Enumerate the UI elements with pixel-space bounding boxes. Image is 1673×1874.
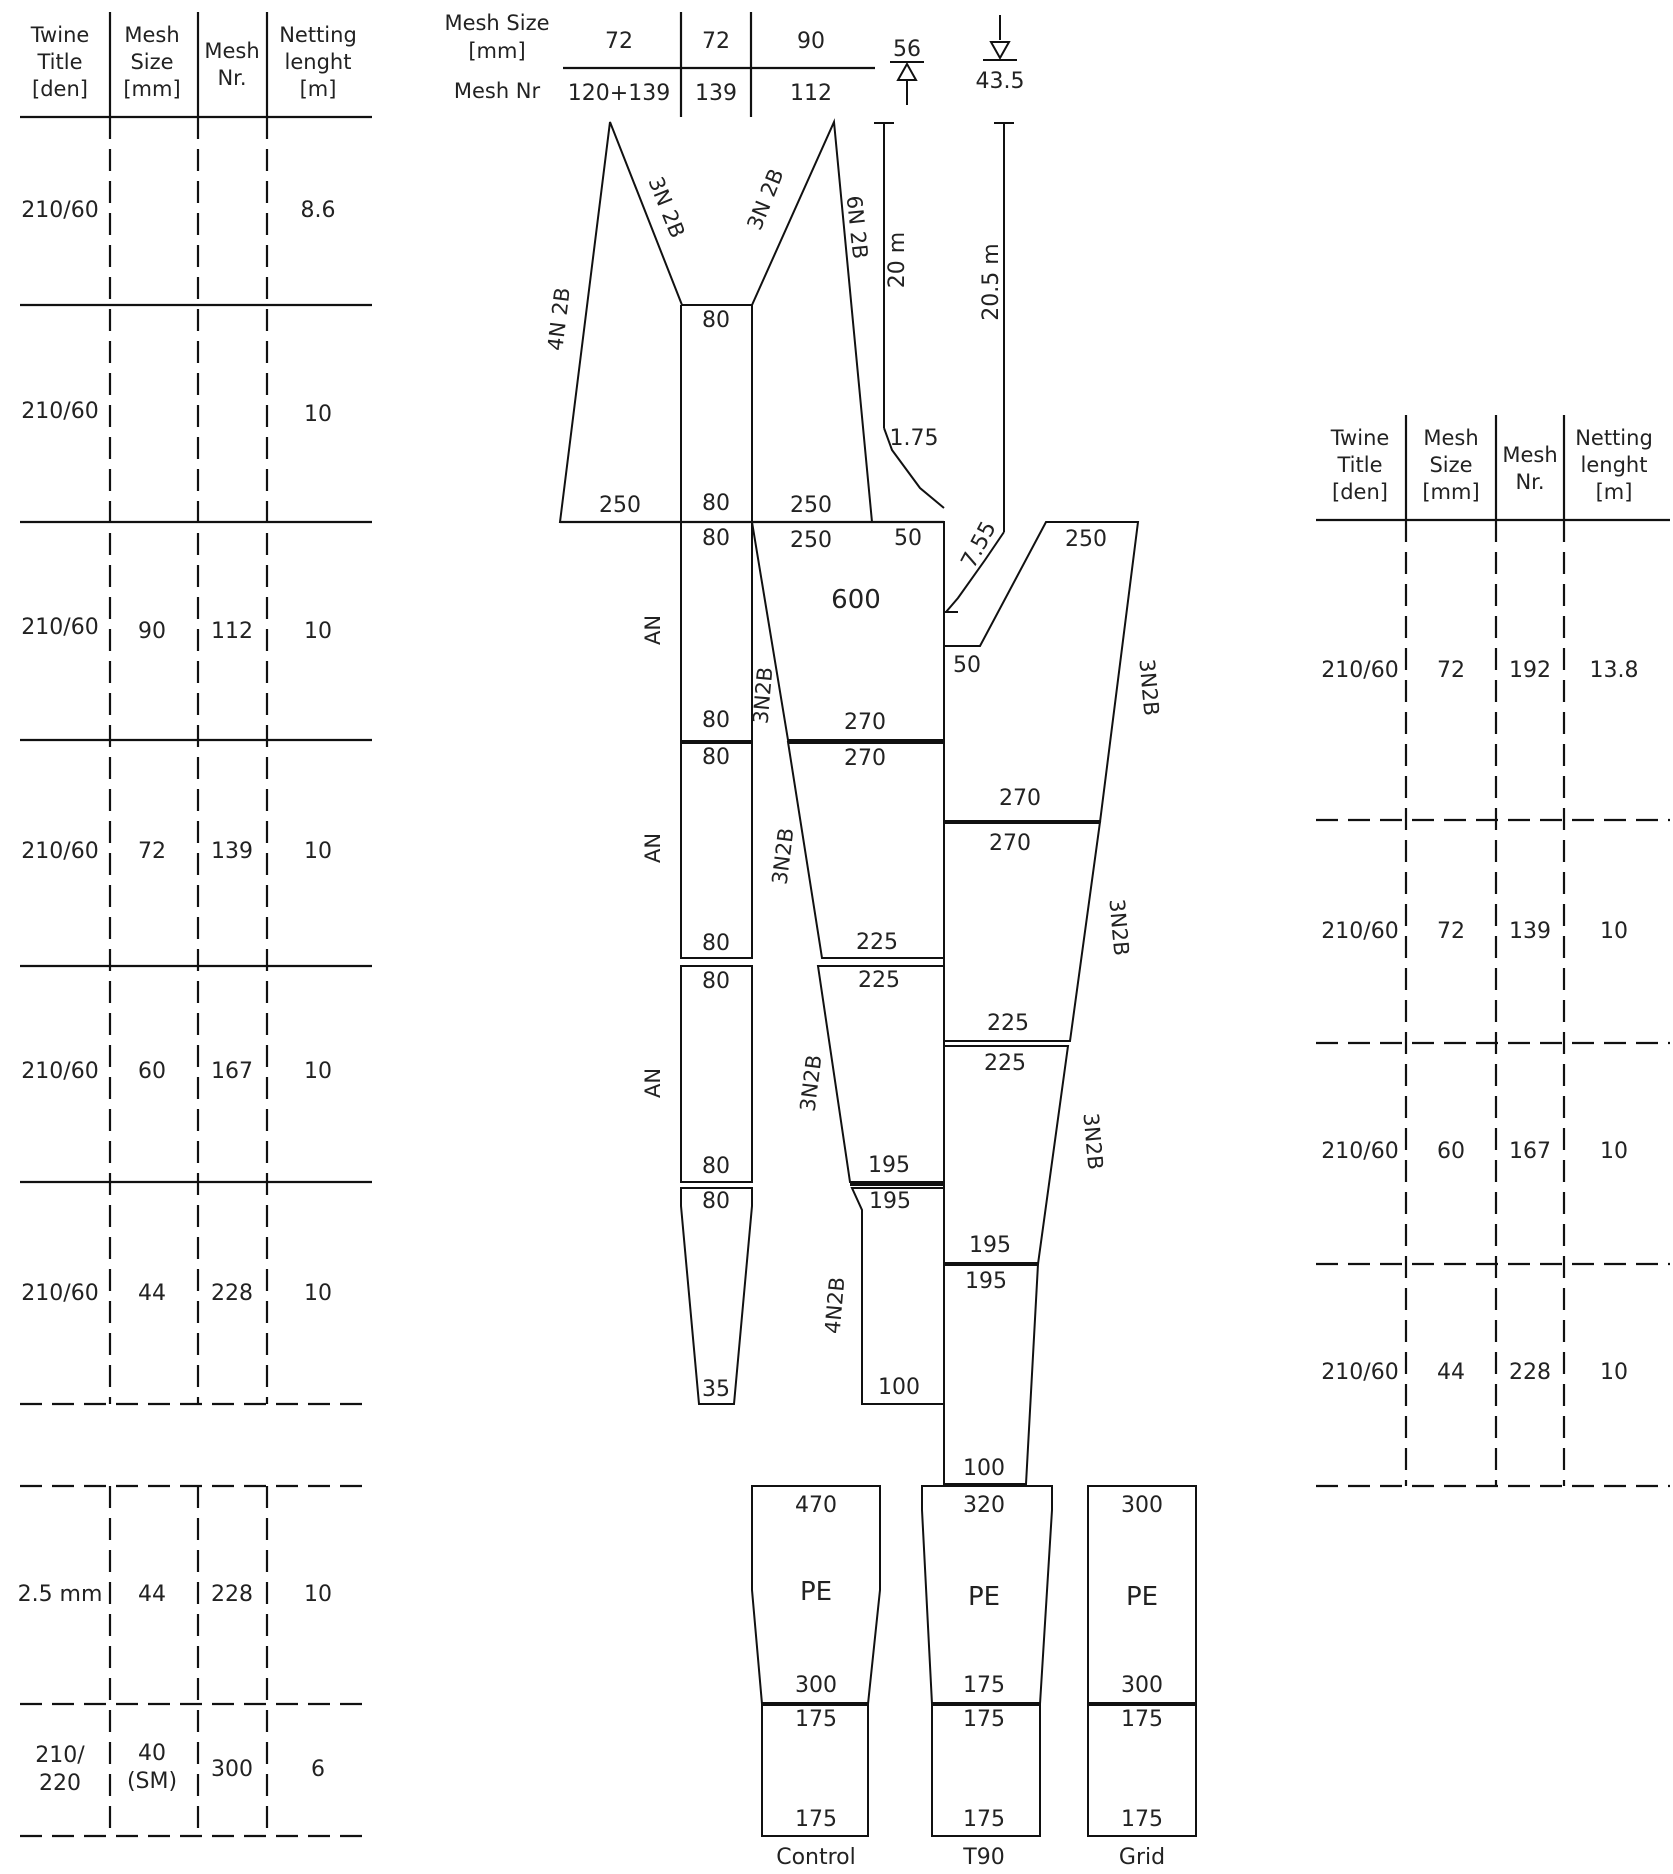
mesh-size-unit: [mm]	[468, 39, 526, 63]
dim-20m-label: 20 m	[885, 231, 910, 289]
left-header-mesh-size-1: Mesh	[124, 23, 180, 47]
panel-bottom-label: 195	[868, 1153, 910, 1178]
right-header-netting-3: [m]	[1595, 480, 1633, 504]
extension-bottom-label: 175	[1121, 1807, 1163, 1832]
panel-top-label: 80	[702, 745, 730, 770]
panel-top-label: 195	[965, 1269, 1007, 1294]
belly-bottom-label: 80	[702, 491, 730, 516]
left-cell-netting: 8.6	[300, 198, 336, 223]
dim-7-55-label: 7.55	[956, 517, 1002, 573]
left-cell-mesh-size: 72	[138, 839, 166, 864]
panel-outline	[752, 522, 944, 740]
panel-bottom-label: 100	[963, 1456, 1005, 1481]
marker-56-label: 56	[893, 37, 921, 62]
left-header-mesh-size-3: [mm]	[123, 77, 181, 101]
panel-top-label: 225	[858, 968, 900, 993]
wing-bottom-right-label: 250	[790, 493, 832, 518]
left-table-row	[35, 1741, 325, 1796]
left-cell-netting: 10	[304, 1059, 332, 1084]
extension-bottom-label: 175	[963, 1807, 1005, 1832]
left-cell-mesh-size: 90	[138, 619, 166, 644]
left-cell-netting: 10	[304, 839, 332, 864]
top-mesh-size: 90	[797, 29, 825, 54]
panel-cut-label: 4N2B	[820, 1276, 850, 1335]
left-header-netting-2: lenght	[284, 50, 352, 74]
left-header-mesh-size-2: Size	[130, 50, 174, 74]
panel-cut-label: AN	[641, 614, 665, 646]
panel-top-left-label: 50	[953, 653, 981, 678]
panel-cut-label: AN	[641, 1067, 665, 1099]
panel-bottom-label: 80	[702, 1154, 730, 1179]
panel-outline	[944, 1264, 1038, 1484]
dim-1-75-label: 1.75	[889, 426, 939, 451]
right-header-netting-2: lenght	[1580, 453, 1648, 477]
panel-bottom-label: 80	[702, 708, 730, 733]
belly-top-label: 80	[702, 308, 730, 333]
codend-material-label: PE	[1125, 1582, 1159, 1612]
left-table-row	[21, 615, 332, 644]
panel-outline	[681, 1188, 752, 1404]
right-header-twine-3: [den]	[1332, 480, 1388, 504]
codend-control	[752, 1486, 880, 1870]
panel-outline	[944, 1046, 1068, 1264]
right-cell-mesh-size: 72	[1437, 919, 1465, 944]
right-cell-mesh-nr: 139	[1509, 919, 1551, 944]
marker-56	[890, 37, 924, 105]
cut-6n2b-label: 6N 2B	[841, 194, 873, 261]
panel-bottom-label: 100	[878, 1375, 920, 1400]
right-header-twine-1: Twine	[1330, 426, 1390, 450]
left-table-row	[21, 399, 332, 427]
panel-bottom-label: 35	[702, 1377, 730, 1402]
right-table-row	[1321, 1139, 1628, 1164]
left-cell-netting: 10	[304, 402, 332, 427]
t90-net-panels	[944, 522, 1163, 1484]
right-cell-netting: 10	[1600, 1360, 1628, 1385]
t90-panel	[944, 1264, 1038, 1484]
left-cell-mesh-size: (SM)	[126, 1769, 178, 1794]
codend-top-label: 470	[795, 1493, 837, 1518]
left-cell-netting: 10	[304, 1582, 332, 1607]
panel-cut-label: 3N2B	[767, 826, 799, 886]
right-cell-twine: 210/60	[1321, 658, 1399, 683]
left-header-twine-2: Title	[37, 50, 83, 74]
panel-top-label: 270	[844, 746, 886, 771]
panel-bottom-label: 225	[987, 1011, 1029, 1036]
codend-name-label: Control	[776, 1845, 856, 1870]
left-cell-mesh-size: 40	[138, 1741, 166, 1766]
panel-top-label: 195	[869, 1189, 911, 1214]
extension-top-label: 175	[795, 1707, 837, 1732]
panel-top-label: 80	[702, 1189, 730, 1214]
codend-material-label: PE	[967, 1582, 1001, 1612]
top-mesh-header	[444, 11, 1024, 117]
panel-top-label: 270	[989, 831, 1031, 856]
right-header-mesh-nr-2: Nr.	[1515, 470, 1545, 494]
left-cell-twine: 210/60	[21, 1281, 99, 1306]
right-cell-netting: 10	[1600, 1139, 1628, 1164]
left-table	[18, 12, 372, 1836]
top-mesh-size: 72	[605, 29, 633, 54]
top-mesh-nr: 112	[790, 81, 832, 106]
control-wide-panel	[749, 522, 944, 740]
top-mesh-nr: 120+139	[567, 81, 671, 106]
panel-outline	[681, 966, 752, 1182]
panel-top-label: 250	[1065, 527, 1107, 552]
top-mesh-size: 72	[702, 29, 730, 54]
left-cell-mesh-nr: 228	[211, 1281, 253, 1306]
panel-cut-label: 3N2B	[1134, 658, 1164, 717]
panel-cut-label: 3N2B	[1078, 1112, 1108, 1171]
right-header-mesh-nr-1: Mesh	[1502, 443, 1558, 467]
left-table-row	[21, 839, 332, 864]
codend-mid-label: 300	[795, 1673, 837, 1698]
right-table-header	[1330, 426, 1653, 504]
left-table-row	[21, 198, 335, 223]
right-cell-netting: 13.8	[1589, 658, 1639, 683]
control-narrow-panel	[681, 1188, 752, 1404]
marker-43-5-arrow-icon	[991, 42, 1009, 58]
right-header-mesh-size-1: Mesh	[1423, 426, 1479, 450]
panel-top-label: 225	[984, 1051, 1026, 1076]
control-narrow-panel	[641, 966, 752, 1182]
panel-outline	[852, 1188, 944, 1404]
right-cell-mesh-nr: 192	[1509, 658, 1551, 683]
left-header-netting-3: [m]	[299, 77, 337, 101]
left-header-netting-1: Netting	[279, 23, 357, 47]
cut-4n2b-label: 4N 2B	[543, 286, 575, 353]
panel-cut-label: 3N2B	[795, 1053, 827, 1113]
panel-cut-label: AN	[641, 832, 665, 864]
right-table-row	[1321, 919, 1628, 944]
panel-top-label: 80	[702, 526, 730, 551]
left-cell-mesh-nr: 112	[211, 619, 253, 644]
control-wide-panel	[768, 742, 944, 958]
right-cell-mesh-size: 72	[1437, 658, 1465, 683]
control-wide-panels	[749, 522, 944, 1404]
t90-panel	[944, 1046, 1107, 1264]
t90-panel	[944, 822, 1133, 1041]
codend-name-label: Grid	[1118, 1845, 1166, 1870]
left-header-mesh-nr-2: Nr.	[217, 66, 247, 90]
panel-top-right-label: 50	[894, 526, 922, 551]
left-cell-twine: 210/60	[21, 615, 99, 640]
panel-outline	[788, 742, 944, 958]
right-table-row	[1321, 658, 1638, 683]
left-cell-twine: 220	[39, 1771, 81, 1796]
right-header-mesh-size-3: [mm]	[1422, 480, 1480, 504]
right-header-twine-2: Title	[1337, 453, 1383, 477]
left-cell-twine: 2.5 mm	[17, 1582, 103, 1607]
left-cell-mesh-size: 44	[138, 1582, 166, 1607]
left-cell-twine: 210/60	[21, 1059, 99, 1084]
left-cell-netting: 6	[311, 1757, 325, 1782]
left-cell-mesh-nr: 139	[211, 839, 253, 864]
right-cell-netting: 10	[1600, 919, 1628, 944]
left-table-header	[30, 23, 357, 101]
left-cell-twine: 210/60	[21, 839, 99, 864]
control-narrow-panels	[641, 522, 752, 1404]
left-cell-twine: 210/60	[21, 198, 99, 223]
left-header-twine-3: [den]	[32, 77, 88, 101]
panel-outline	[681, 742, 752, 958]
right-table-row	[1321, 1360, 1628, 1385]
cut-3n2b-right-label: 3N 2B	[742, 165, 789, 234]
right-cell-twine: 210/60	[1321, 919, 1399, 944]
left-header-twine-1: Twine	[30, 23, 90, 47]
left-cell-twine: 210/	[35, 1743, 85, 1768]
right-cell-twine: 210/60	[1321, 1139, 1399, 1164]
panel-outline	[818, 966, 944, 1182]
left-cell-netting: 10	[304, 619, 332, 644]
extension-bottom-label: 175	[795, 1807, 837, 1832]
left-cell-mesh-nr: 228	[211, 1582, 253, 1607]
dim-20-5m-label: 20.5 m	[979, 243, 1004, 321]
wing-bottom-left-label: 250	[599, 493, 641, 518]
extension-top-label: 175	[1121, 1707, 1163, 1732]
control-narrow-panel	[641, 742, 752, 958]
panel-cut-label: 3N2B	[1104, 898, 1134, 957]
left-cell-mesh-size: 44	[138, 1281, 166, 1306]
mesh-nr-label: Mesh Nr	[453, 79, 541, 103]
left-table-row	[21, 1281, 332, 1306]
panel-bottom-label: 270	[844, 710, 886, 735]
right-cell-mesh-nr: 228	[1509, 1360, 1551, 1385]
panel-bottom-label: 270	[999, 786, 1041, 811]
left-table-row	[18, 1582, 332, 1607]
right-table	[1316, 415, 1670, 1486]
left-table-row	[21, 1059, 332, 1084]
left-cell-twine: 210/60	[21, 399, 99, 424]
left-cell-mesh-size: 60	[138, 1059, 166, 1084]
right-cell-twine: 210/60	[1321, 1360, 1399, 1385]
right-header-netting-1: Netting	[1575, 426, 1653, 450]
panel-center-label: 600	[831, 585, 881, 615]
right-cell-mesh-size: 60	[1437, 1139, 1465, 1164]
codend-name-label: T90	[963, 1845, 1005, 1870]
panel-cut-label: 3N2B	[748, 666, 778, 725]
codend-material-label: PE	[799, 1577, 833, 1607]
mesh-size-label: Mesh Size	[444, 11, 550, 35]
control-wide-panel	[821, 1188, 944, 1404]
marker-43-5	[976, 15, 1025, 94]
panel-top-label: 80	[702, 969, 730, 994]
cut-3n2b-left-label: 3N 2B	[643, 173, 690, 242]
codend-mid-label: 175	[963, 1673, 1005, 1698]
panel-bottom-label: 225	[856, 930, 898, 955]
codend-t90	[922, 1486, 1052, 1870]
left-cell-mesh-nr: 167	[211, 1059, 253, 1084]
control-wide-panel	[796, 966, 944, 1182]
right-header-mesh-size-2: Size	[1429, 453, 1473, 477]
codend-top-label: 300	[1121, 1493, 1163, 1518]
codend-mid-label: 300	[1121, 1673, 1163, 1698]
control-narrow-panel	[641, 522, 752, 741]
panel-bottom-label: 195	[969, 1233, 1011, 1258]
left-header-mesh-nr-1: Mesh	[204, 39, 260, 63]
codend-grid	[1088, 1486, 1196, 1870]
right-cell-mesh-nr: 167	[1509, 1139, 1551, 1164]
extension-top-label: 175	[963, 1707, 1005, 1732]
left-cell-netting: 10	[304, 1281, 332, 1306]
marker-56-arrow-icon	[898, 64, 916, 80]
codend-top-label: 320	[963, 1493, 1005, 1518]
marker-43-5-label: 43.5	[975, 69, 1025, 94]
top-mesh-nr: 139	[695, 81, 737, 106]
panel-top-label: 250	[790, 528, 832, 553]
left-cell-mesh-nr: 300	[211, 1757, 253, 1782]
right-cell-mesh-size: 44	[1437, 1360, 1465, 1385]
panel-bottom-label: 80	[702, 931, 730, 956]
